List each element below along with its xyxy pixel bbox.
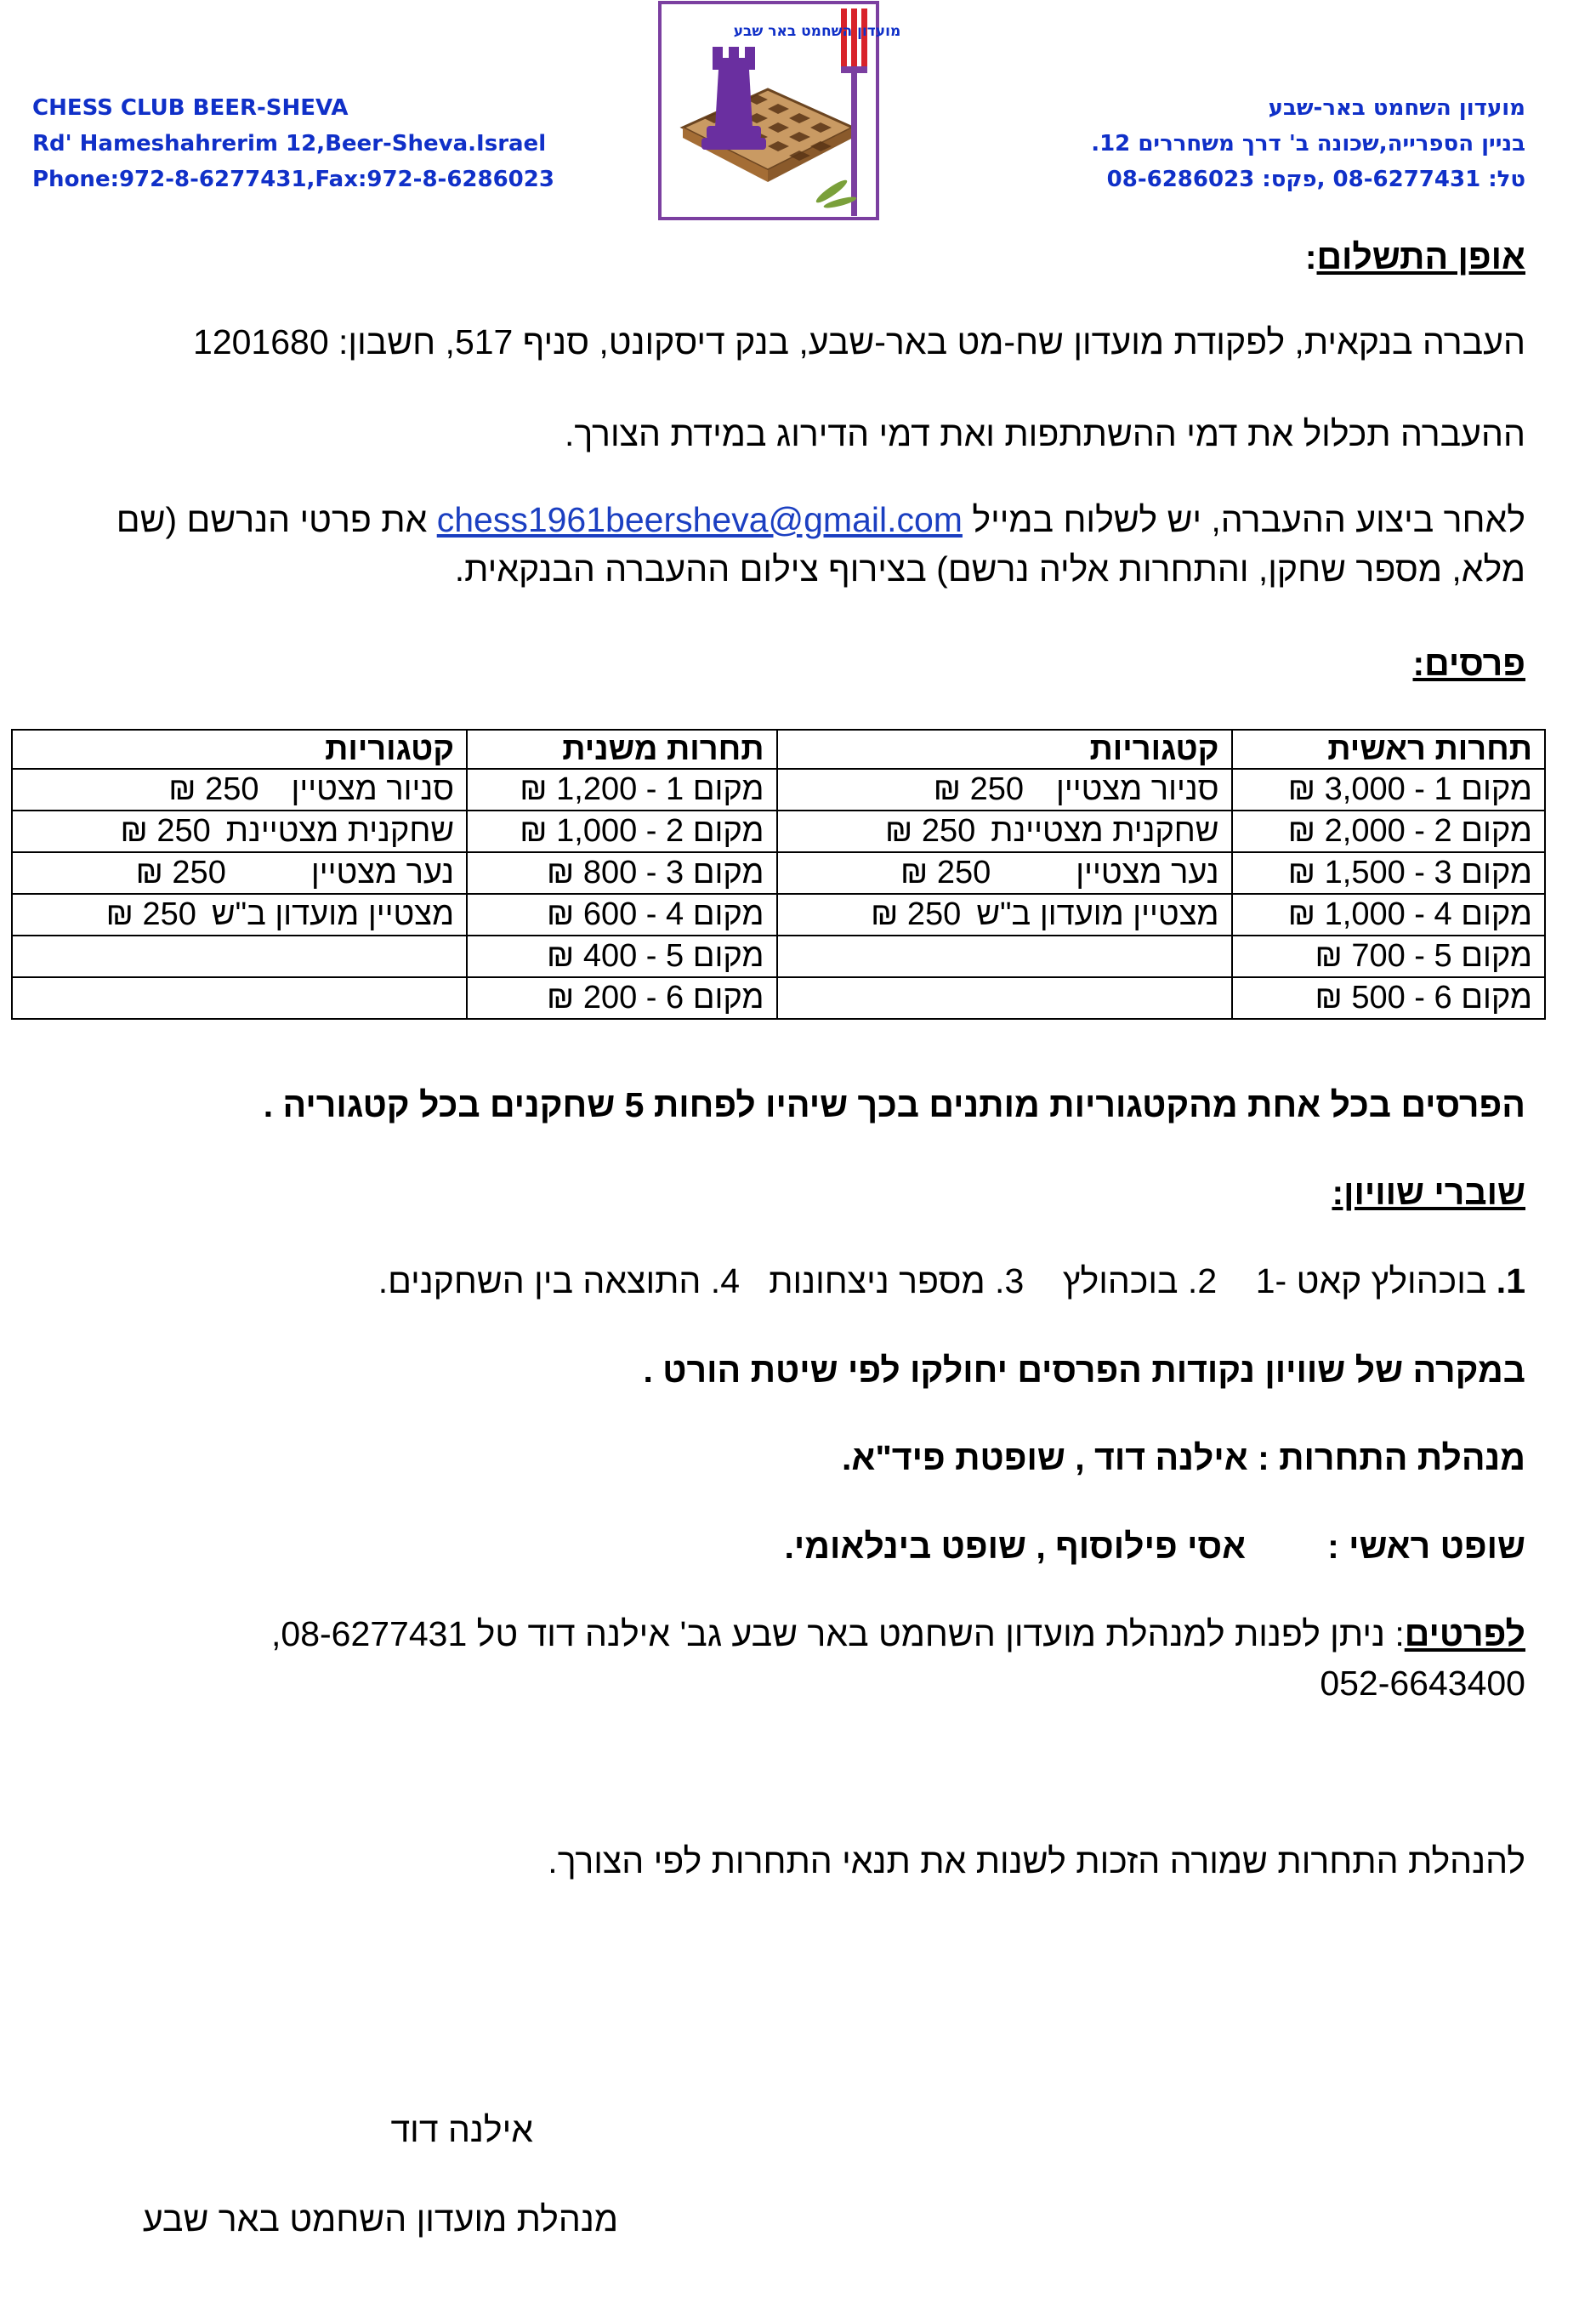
table-row <box>12 769 1545 811</box>
logo-caption: מועדון השחמט באר שבע <box>733 23 901 40</box>
club-name-en: CHESS CLUB BEER-SHEVA <box>32 95 349 121</box>
prizes-table <box>11 729 1546 1020</box>
tournament-director: מנהלת התחרות : אילנה דוד , שופטת פיד"א. <box>841 1438 1525 1477</box>
table-row <box>12 936 1545 977</box>
main-category: שחקנית מצטיינת250 ₪ <box>777 811 1232 852</box>
tiebreak-rule: במקרה של שוויון נקודות הפרסים יחולקו לפי שיטת הורט . <box>643 1351 1525 1390</box>
main-place: מקום 6 - 500 ₪ <box>1232 977 1545 1019</box>
tiebreaks-list: 1. בוכהולץ קאט -1 2. בוכהולץ 3. מספר ניצחונות 4. התוצאה בין השחקנים. <box>378 1261 1525 1300</box>
phone-he: טל: 08-6277431 ,פקס: 08-6286023 <box>1106 167 1525 192</box>
table-row <box>12 977 1545 1019</box>
tiebreaks-heading: שוברי שוויון: <box>1332 1173 1525 1212</box>
secondary-category <box>12 977 467 1019</box>
payment-line-1: העברה בנקאית, לפקודת מועדון שח-מט באר-שבע, בנק דיסקונט, סניף 517, חשבון: 1201680 <box>193 322 1525 361</box>
header-secondary-categories: קטגוריות <box>12 730 467 769</box>
rights-reserved: להנהלת התחרות שמורה הזכות לשנות את תנאי התחרות לפי הצורך. <box>548 1841 1525 1880</box>
main-category: מצטיין מועדון ב"ש250 ₪ <box>777 894 1232 936</box>
header-hebrew-address <box>913 90 1525 197</box>
secondary-category: סניור מצטיין250 ₪ <box>12 769 467 811</box>
secondary-category <box>12 936 467 977</box>
secondary-place: מקום 1 - 1,200 ₪ <box>467 769 776 811</box>
table-row <box>12 811 1545 852</box>
main-category <box>777 936 1232 977</box>
secondary-category: מצטיין מועדון ב"ש250 ₪ <box>12 894 467 936</box>
secondary-place: מקום 3 - 800 ₪ <box>467 852 776 894</box>
phone-en: Phone:972-8-6277431,Fax:972-8-6286023 <box>32 167 554 192</box>
secondary-category: נער מצטיין250 ₪ <box>12 852 467 894</box>
secondary-place: מקום 4 - 600 ₪ <box>467 894 776 936</box>
secondary-category: שחקנית מצטיינת250 ₪ <box>12 811 467 852</box>
main-place: מקום 4 - 1,000 ₪ <box>1232 894 1545 936</box>
prizes-heading: פרסים: <box>1412 644 1525 683</box>
signature-name: אילנה דוד <box>390 2110 533 2149</box>
main-category: סניור מצטיין250 ₪ <box>777 769 1232 811</box>
address-en: Rd' Hameshahrerim 12,Beer-Sheva.Israel <box>32 131 547 156</box>
main-place: מקום 1 - 3,000 ₪ <box>1232 769 1545 811</box>
secondary-place: מקום 2 - 1,000 ₪ <box>467 811 776 852</box>
email-link[interactable]: chess1961beersheva@gmail.com <box>436 500 963 539</box>
secondary-place: מקום 6 - 200 ₪ <box>467 977 776 1019</box>
header-secondary-competition: תחרות משנית <box>467 730 776 769</box>
header-english-address <box>32 90 645 197</box>
main-category <box>777 977 1232 1019</box>
header-main-categories: קטגוריות <box>777 730 1232 769</box>
details-phone: 052-6643400 <box>1320 1664 1525 1703</box>
main-category: נער מצטיין250 ₪ <box>777 852 1232 894</box>
table-header-row <box>12 730 1545 769</box>
main-place: מקום 2 - 2,000 ₪ <box>1232 811 1545 852</box>
club-name-he: מועדון השחמט באר-שבע <box>1268 95 1525 121</box>
address-he: בניין הספרייה,שכונה ב' דרך משחררים 12. <box>1091 131 1525 156</box>
signature-title: מנהלת מועדון השחמט באר שבע <box>142 2199 618 2239</box>
payment-line-2: ההעברה תכלול את דמי ההשתתפות ואת דמי הדירוג במידת הצורך. <box>564 414 1525 453</box>
payment-line-4: מלא, מספר שחקן, והתחרות אליה נרשם) בצירוף צילום ההעברה הבנקאית. <box>454 549 1525 589</box>
details-label: לפרטים <box>1404 1614 1525 1653</box>
secondary-place: מקום 5 - 400 ₪ <box>467 936 776 977</box>
club-logo <box>657 0 901 221</box>
header-main-competition: תחרות ראשית <box>1232 730 1545 769</box>
table-row <box>12 852 1545 894</box>
payment-line-3: לאחר ביצוע ההעברה, יש לשלוח במייל chess1961beersheva@gmail.com את פרטי הנרשם (שם <box>116 500 1525 539</box>
chief-judge: שופט ראשי :אסי פילוסוף , שופט בינלאומי. <box>784 1527 1525 1566</box>
main-place: מקום 5 - 700 ₪ <box>1232 936 1545 977</box>
details-line-1: לפרטים: ניתן לפנות למנהלת מועדון השחמט באר שבע גב' אילנה דוד טל 08-6277431, <box>270 1614 1525 1653</box>
table-row <box>12 894 1545 936</box>
prizes-note: הפרסים בכל אחת מהקטגוריות מותנים בכך שיהיו לפחות 5 שחקנים בכל קטגוריה . <box>263 1085 1525 1124</box>
payment-heading: אופן התשלום: <box>1304 237 1525 276</box>
main-place: מקום 3 - 1,500 ₪ <box>1232 852 1545 894</box>
